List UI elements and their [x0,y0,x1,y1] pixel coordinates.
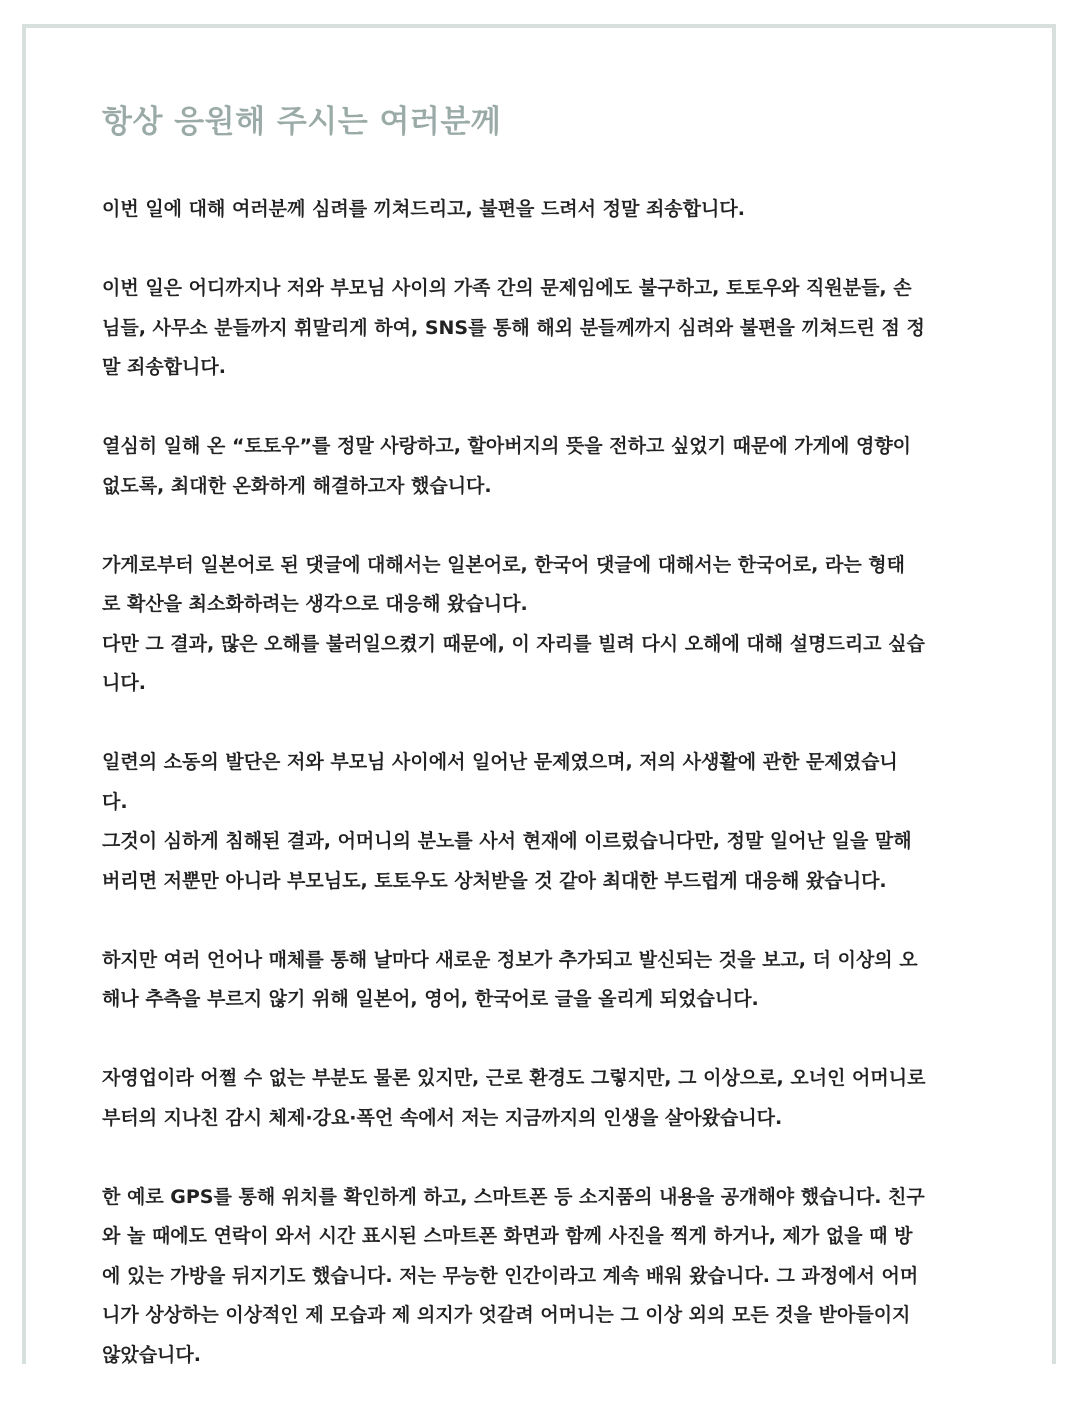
text-line: 다. [102,790,128,813]
text-line: 다만 그 결과, 많은 오해를 불러일으켰기 때문에, 이 자리를 빌려 다시 오해에 대해 설명드리고 싶습 [102,632,925,655]
text-line: 해나 추측을 부르지 않기 위해 일본어, 영어, 한국어로 글을 올리게 되었습니다. [102,988,759,1010]
paragraph-3 [102,427,1022,506]
text-line: 버리면 저뿐만 아니라 부모님도, 토토우도 상처받을 것 같아 최대한 부드럽게 대응해 왔습니다. [102,869,887,892]
text-line: 자영업이라 어쩔 수 없는 부분도 물론 있지만, 근로 환경도 그렇지만, 그 이상으로, 오너인 어머니로 [102,1067,926,1089]
text-line: 일련의 소동의 발단은 저와 부모님 사이에서 일어난 문제였으며, 저의 사생활에 관한 문제였습니 [102,751,898,773]
text-line: 에 있는 가방을 뒤지기도 했습니다. 저는 무능한 인간이라고 계속 배워 왔습니다. 그 과정에서 어머 [102,1264,919,1287]
document-frame [22,24,1056,1364]
paragraph-6 [102,941,1022,1020]
text-line: 부터의 지나친 감시 체제·강요·폭언 속에서 저는 지금까지의 인생을 살아왔습니다. [102,1106,783,1129]
text-line: 없도록, 최대한 온화하게 해결하고자 했습니다. [102,474,492,497]
text-line: 와 놀 때에도 연락이 와서 시간 표시된 스마트폰 화면과 함께 사진을 찍게 하거나, 제가 없을 때 방 [102,1225,913,1247]
text-line: 열심히 일해 온 “토토우”를 정말 사랑하고, 할아버지의 뜻을 전하고 싶었기 때문에 가게에 영향이 [102,435,912,457]
page-title: 항상 응원해 주시는 여러분께 [102,104,502,140]
text-line: 님들, 사무소 분들까지 휘말리게 하여, SNS를 통해 해외 분들께까지 심려와 불편을 끼쳐드린 점 정 [102,316,925,339]
text-line: 이번 일은 어디까지나 저와 부모님 사이의 가족 간의 문제임에도 불구하고, 토토우와 직원분들, 손 [102,277,912,299]
text-line: 않았습니다. [102,1343,201,1366]
paragraph-1 [102,190,1022,230]
text-line: 한 예로 GPS를 통해 위치를 확인하게 하고, 스마트폰 등 소지품의 내용을 공개해야 했습니다. 친구 [102,1185,925,1208]
text-line: 말 죄송합니다. [102,356,226,378]
text-line: 니가 상상하는 이상적인 제 모습과 제 의지가 엇갈려 어머니는 그 이상 외의 모든 것을 받아들이지 [102,1304,911,1326]
text-line: 이번 일에 대해 여러분께 심려를 끼쳐드리고, 불편을 드려서 정말 죄송합니다. [102,198,745,220]
text-line: 니다. [102,672,146,694]
text-line: 가게로부터 일본어로 된 댓글에 대해서는 일본어로, 한국어 댓글에 대해서는 한국어로, 라는 형태 [102,553,906,576]
text-line: 그것이 심하게 침해된 결과, 어머니의 분노를 사서 현재에 이르렀습니다만, 정말 일어난 일을 말해 [102,830,912,852]
paragraph-2 [102,269,1022,388]
text-line: 하지만 여러 언어나 매체를 통해 날마다 새로운 정보가 추가되고 발신되는 것을 보고, 더 이상의 오 [102,948,918,971]
paragraph-8 [102,1178,1022,1376]
document-body [102,98,1022,1415]
text-line: 로 확산을 최소화하려는 생각으로 대응해 왔습니다. [102,593,528,615]
paragraph-7 [102,1059,1022,1138]
paragraph-4 [102,546,1022,704]
paragraph-5 [102,743,1022,901]
